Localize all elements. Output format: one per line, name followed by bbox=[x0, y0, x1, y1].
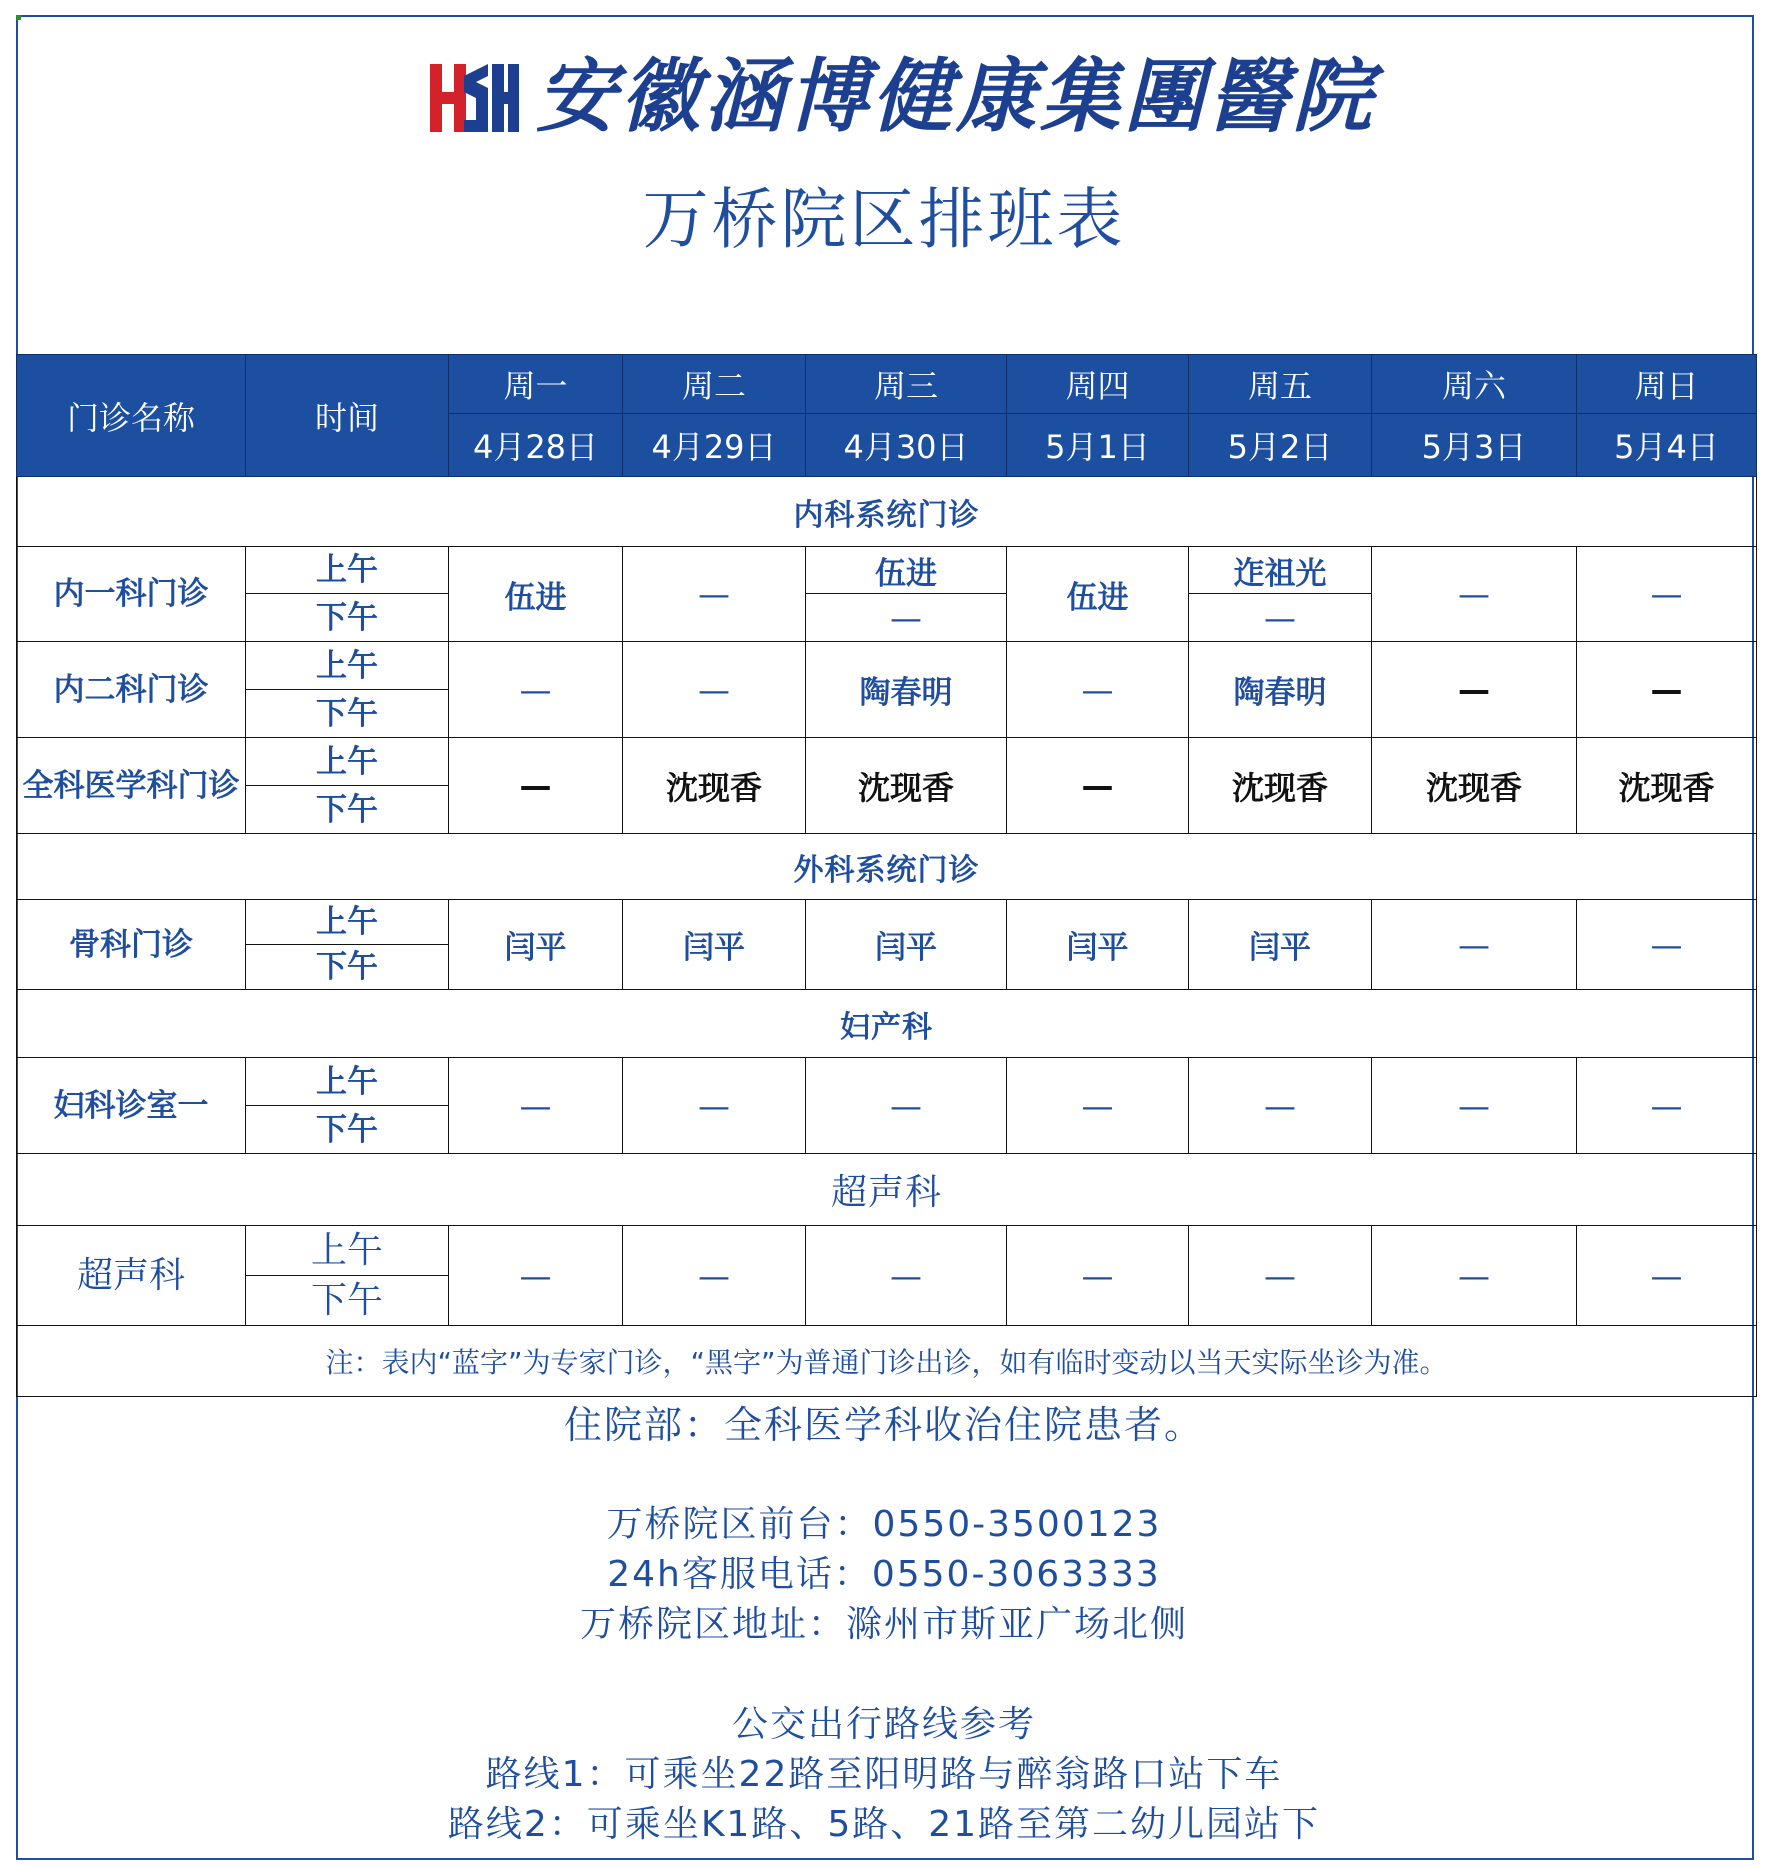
slot-pm: 下午 bbox=[246, 690, 449, 738]
hospital-logo bbox=[428, 58, 520, 138]
header-date: 4月29日 bbox=[623, 414, 806, 477]
header-date: 5月2日 bbox=[1189, 414, 1372, 477]
cell-gyn1-mon: — bbox=[449, 1058, 623, 1154]
slot-am: 上午 bbox=[246, 1226, 449, 1276]
cell-gyn1-fri: — bbox=[1189, 1058, 1372, 1154]
cell-ultra-fri: — bbox=[1189, 1226, 1372, 1326]
cell-internal1-tue: — bbox=[623, 547, 806, 642]
hotline-phone: 24h客服电话：0550-3063333 bbox=[607, 1554, 1161, 1595]
dept-ultrasound: 超声科 bbox=[17, 1226, 246, 1326]
header-date: 5月3日 bbox=[1372, 414, 1577, 477]
cell-internal2-mon: — bbox=[449, 642, 623, 738]
dept-ortho: 骨科门诊 bbox=[17, 900, 246, 990]
cell-internal2-fri: 陶春明 bbox=[1189, 642, 1372, 738]
cell-ultra-wed: — bbox=[806, 1226, 1007, 1326]
cell-internal1-fri-pm: — bbox=[1189, 594, 1372, 642]
dept-internal1: 内一科门诊 bbox=[17, 547, 246, 642]
inpatient-info: 住院部：全科医学科收治住院患者。 bbox=[563, 1403, 1204, 1447]
slot-pm: 下午 bbox=[246, 945, 449, 990]
header-date: 4月30日 bbox=[806, 414, 1007, 477]
cell-ortho-sat: — bbox=[1372, 900, 1577, 990]
slot-am: 上午 bbox=[246, 900, 449, 945]
header-date: 5月4日 bbox=[1577, 414, 1757, 477]
cell-ortho-mon: 闫平 bbox=[449, 900, 623, 990]
corner-mark bbox=[16, 15, 21, 20]
section-ultrasound: 超声科 bbox=[17, 1154, 1757, 1226]
cell-ortho-wed: 闫平 bbox=[806, 900, 1007, 990]
cell-general-tue: 沈现香 bbox=[623, 738, 806, 834]
cell-internal2-sat: — bbox=[1372, 642, 1577, 738]
header-time: 时间 bbox=[246, 355, 449, 477]
cell-internal1-wed-pm: — bbox=[806, 594, 1007, 642]
cell-internal2-wed: 陶春明 bbox=[806, 642, 1007, 738]
page-title: 万桥院区排班表 bbox=[642, 181, 1126, 258]
cell-general-thu: — bbox=[1007, 738, 1189, 834]
header-weekday: 周日 bbox=[1577, 355, 1757, 414]
cell-ultra-mon: — bbox=[449, 1226, 623, 1326]
cell-gyn1-sat: — bbox=[1372, 1058, 1577, 1154]
cell-internal2-thu: — bbox=[1007, 642, 1189, 738]
table-note: 注：表内“蓝字”为专家门诊，“黑字”为普通门诊出诊，如有临时变动以当天实际坐诊为准。 bbox=[17, 1326, 1757, 1397]
cell-gyn1-wed: — bbox=[806, 1058, 1007, 1154]
cell-gyn1-tue: — bbox=[623, 1058, 806, 1154]
cell-internal1-mon: 伍进 bbox=[449, 547, 623, 642]
header-weekday: 周五 bbox=[1189, 355, 1372, 414]
address: 万桥院区地址：滁州市斯亚广场北侧 bbox=[579, 1604, 1188, 1645]
cell-ortho-fri: 闫平 bbox=[1189, 900, 1372, 990]
dept-general: 全科医学科门诊 bbox=[17, 738, 246, 834]
section-gyn: 妇产科 bbox=[17, 990, 1757, 1058]
slot-am: 上午 bbox=[246, 1058, 449, 1106]
cell-internal2-tue: — bbox=[623, 642, 806, 738]
header-weekday: 周三 bbox=[806, 355, 1007, 414]
cell-internal1-fri-am: 迮祖光 bbox=[1189, 547, 1372, 594]
cell-ortho-tue: 闫平 bbox=[623, 900, 806, 990]
cell-internal1-sun: — bbox=[1577, 547, 1757, 642]
header-date: 4月28日 bbox=[449, 414, 623, 477]
section-internal: 内科系统门诊 bbox=[17, 477, 1757, 547]
cell-ortho-thu: 闫平 bbox=[1007, 900, 1189, 990]
cell-general-fri: 沈现香 bbox=[1189, 738, 1372, 834]
cell-gyn1-sun: — bbox=[1577, 1058, 1757, 1154]
cell-internal1-wed-am: 伍进 bbox=[806, 547, 1007, 594]
slot-pm: 下午 bbox=[246, 594, 449, 642]
slot-am: 上午 bbox=[246, 642, 449, 690]
cell-internal2-sun: — bbox=[1577, 642, 1757, 738]
bus-route-1: 路线1：可乘坐22路至阳明路与醉翁路口站下车 bbox=[485, 1754, 1283, 1795]
cell-ultra-thu: — bbox=[1007, 1226, 1189, 1326]
cell-general-wed: 沈现香 bbox=[806, 738, 1007, 834]
hospital-name: 安徽涵博健康集團醫院 bbox=[536, 49, 1376, 143]
cell-ortho-sun: — bbox=[1577, 900, 1757, 990]
header-weekday: 周六 bbox=[1372, 355, 1577, 414]
slot-pm: 下午 bbox=[246, 1106, 449, 1154]
cell-ultra-sat: — bbox=[1372, 1226, 1577, 1326]
header-weekday: 周四 bbox=[1007, 355, 1189, 414]
slot-am: 上午 bbox=[246, 547, 449, 594]
cell-general-mon: — bbox=[449, 738, 623, 834]
dept-internal2: 内二科门诊 bbox=[17, 642, 246, 738]
header-dept: 门诊名称 bbox=[17, 355, 246, 477]
section-surgery: 外科系统门诊 bbox=[17, 834, 1757, 900]
slot-pm: 下午 bbox=[246, 786, 449, 834]
header-weekday: 周二 bbox=[623, 355, 806, 414]
schedule-table bbox=[16, 354, 1757, 1397]
cell-general-sat: 沈现香 bbox=[1372, 738, 1577, 834]
slot-pm: 下午 bbox=[246, 1276, 449, 1326]
cell-general-sun: 沈现香 bbox=[1577, 738, 1757, 834]
cell-gyn1-thu: — bbox=[1007, 1058, 1189, 1154]
cell-internal1-sat: — bbox=[1372, 547, 1577, 642]
cell-ultra-tue: — bbox=[623, 1226, 806, 1326]
dept-gyn1: 妇科诊室一 bbox=[17, 1058, 246, 1154]
header-date: 5月1日 bbox=[1007, 414, 1189, 477]
cell-ultra-sun: — bbox=[1577, 1226, 1757, 1326]
front-desk-phone: 万桥院区前台：0550-3500123 bbox=[606, 1504, 1162, 1545]
bus-title: 公交出行路线参考 bbox=[731, 1704, 1036, 1745]
cell-internal1-thu: 伍进 bbox=[1007, 547, 1189, 642]
header-weekday: 周一 bbox=[449, 355, 623, 414]
slot-am: 上午 bbox=[246, 738, 449, 786]
bus-route-2: 路线2：可乘坐K1路、5路、21路至第二幼儿园站下 bbox=[447, 1804, 1321, 1845]
